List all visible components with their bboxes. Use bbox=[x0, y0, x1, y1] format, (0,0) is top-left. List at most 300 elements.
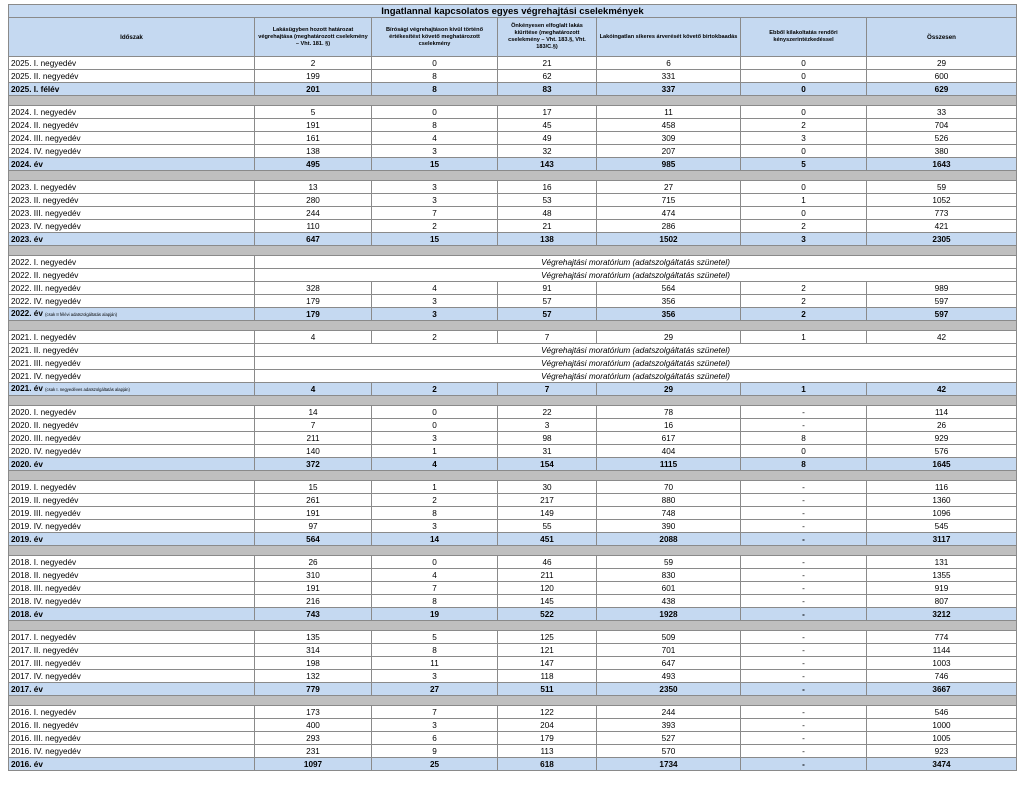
total-row bbox=[9, 158, 1017, 171]
housing-decision-value: 231 bbox=[255, 745, 372, 758]
moratorium-note: Végrehajtási moratórium (adatszolgáltatás szünetel) bbox=[255, 370, 1017, 383]
table-row bbox=[9, 556, 1017, 569]
total-value: 597 bbox=[867, 308, 1017, 321]
housing-decision-value: 743 bbox=[255, 608, 372, 621]
police-eviction-value: 3 bbox=[741, 233, 867, 246]
period-note: (csak II félévi adatszolgáltatás alapján) bbox=[45, 312, 118, 317]
squatted-eviction-value: 179 bbox=[498, 732, 597, 745]
period-label: 2017. I. negyedév bbox=[11, 632, 77, 642]
squatted-eviction-value: 7 bbox=[498, 383, 597, 396]
separator-row bbox=[9, 696, 1017, 706]
total-value: 3474 bbox=[867, 758, 1017, 771]
police-eviction-value: 2 bbox=[741, 295, 867, 308]
separator-row bbox=[9, 321, 1017, 331]
period-label: 2025. II. negyedév bbox=[11, 71, 79, 81]
out-of-court-sale-value: 2 bbox=[372, 220, 498, 233]
squatted-eviction-value: 113 bbox=[498, 745, 597, 758]
period-cell bbox=[9, 357, 255, 370]
period-cell bbox=[9, 295, 255, 308]
total-value: 42 bbox=[867, 383, 1017, 396]
period-note: (csak I. negyedéves adatszolgáltatás alapján) bbox=[45, 387, 130, 392]
total-value: 3212 bbox=[867, 608, 1017, 621]
housing-decision-value: 211 bbox=[255, 432, 372, 445]
squatted-eviction-value: 120 bbox=[498, 582, 597, 595]
out-of-court-sale-value: 27 bbox=[372, 683, 498, 696]
period-cell bbox=[9, 119, 255, 132]
out-of-court-sale-value: 3 bbox=[372, 194, 498, 207]
total-value: 1355 bbox=[867, 569, 1017, 582]
auction-possession-value: 570 bbox=[597, 745, 741, 758]
housing-decision-value: 5 bbox=[255, 106, 372, 119]
period-label: 2024. IV. negyedév bbox=[11, 146, 81, 156]
police-eviction-value: - bbox=[741, 732, 867, 745]
housing-decision-value: 280 bbox=[255, 194, 372, 207]
period-cell bbox=[9, 719, 255, 732]
period-label: 2023. I. negyedév bbox=[11, 182, 77, 192]
period-cell bbox=[9, 432, 255, 445]
housing-decision-value: 191 bbox=[255, 507, 372, 520]
separator-row bbox=[9, 546, 1017, 556]
period-label: 2019. év bbox=[11, 534, 43, 544]
out-of-court-sale-value: 1 bbox=[372, 481, 498, 494]
period-cell bbox=[9, 732, 255, 745]
period-cell bbox=[9, 481, 255, 494]
period-label: 2019. IV. negyedév bbox=[11, 521, 81, 531]
auction-possession-value: 2350 bbox=[597, 683, 741, 696]
housing-decision-value: 110 bbox=[255, 220, 372, 233]
police-eviction-value: - bbox=[741, 758, 867, 771]
out-of-court-sale-value: 14 bbox=[372, 533, 498, 546]
police-eviction-value: - bbox=[741, 719, 867, 732]
squatted-eviction-value: 147 bbox=[498, 657, 597, 670]
total-value: 1005 bbox=[867, 732, 1017, 745]
table-row bbox=[9, 207, 1017, 220]
total-value: 131 bbox=[867, 556, 1017, 569]
table-row bbox=[9, 745, 1017, 758]
period-label: 2020. II. negyedév bbox=[11, 420, 79, 430]
housing-decision-value: 97 bbox=[255, 520, 372, 533]
police-eviction-value: - bbox=[741, 631, 867, 644]
out-of-court-sale-value: 2 bbox=[372, 383, 498, 396]
police-eviction-value: - bbox=[741, 507, 867, 520]
housing-decision-value: 135 bbox=[255, 631, 372, 644]
total-value: 1052 bbox=[867, 194, 1017, 207]
total-value: 600 bbox=[867, 70, 1017, 83]
separator-cell bbox=[9, 696, 1017, 706]
out-of-court-sale-value: 4 bbox=[372, 282, 498, 295]
period-label: 2016. IV. negyedév bbox=[11, 746, 81, 756]
period-cell bbox=[9, 145, 255, 158]
auction-possession-value: 29 bbox=[597, 331, 741, 344]
auction-possession-value: 880 bbox=[597, 494, 741, 507]
period-cell bbox=[9, 70, 255, 83]
total-value: 3117 bbox=[867, 533, 1017, 546]
total-value: 116 bbox=[867, 481, 1017, 494]
period-label: 2020. IV. negyedév bbox=[11, 446, 81, 456]
police-eviction-value: 0 bbox=[741, 83, 867, 96]
auction-possession-value: 59 bbox=[597, 556, 741, 569]
police-eviction-value: - bbox=[741, 657, 867, 670]
period-cell bbox=[9, 132, 255, 145]
table-row bbox=[9, 520, 1017, 533]
out-of-court-sale-value: 0 bbox=[372, 57, 498, 70]
auction-possession-value: 356 bbox=[597, 295, 741, 308]
police-eviction-value: - bbox=[741, 406, 867, 419]
squatted-eviction-value: 46 bbox=[498, 556, 597, 569]
out-of-court-sale-value: 6 bbox=[372, 732, 498, 745]
period-cell bbox=[9, 608, 255, 621]
total-row bbox=[9, 458, 1017, 471]
table-row bbox=[9, 70, 1017, 83]
period-label: 2021. IV. negyedév bbox=[11, 371, 81, 381]
period-cell bbox=[9, 458, 255, 471]
total-value: 545 bbox=[867, 520, 1017, 533]
period-label: 2023. II. negyedév bbox=[11, 195, 79, 205]
period-label: 2024. II. negyedév bbox=[11, 120, 79, 130]
police-eviction-value: 2 bbox=[741, 308, 867, 321]
period-label: 2022. I. negyedév bbox=[11, 257, 77, 267]
period-cell bbox=[9, 556, 255, 569]
period-cell bbox=[9, 383, 255, 396]
table-row bbox=[9, 119, 1017, 132]
police-eviction-value: 8 bbox=[741, 458, 867, 471]
police-eviction-value: - bbox=[741, 520, 867, 533]
period-cell bbox=[9, 644, 255, 657]
auction-possession-value: 29 bbox=[597, 383, 741, 396]
period-cell bbox=[9, 657, 255, 670]
police-eviction-value: 2 bbox=[741, 282, 867, 295]
auction-possession-value: 1928 bbox=[597, 608, 741, 621]
out-of-court-sale-value: 2 bbox=[372, 494, 498, 507]
period-cell bbox=[9, 533, 255, 546]
out-of-court-sale-value: 8 bbox=[372, 70, 498, 83]
police-eviction-value: 3 bbox=[741, 132, 867, 145]
enforcement-table bbox=[8, 4, 1017, 771]
period-cell bbox=[9, 670, 255, 683]
out-of-court-sale-value: 3 bbox=[372, 432, 498, 445]
out-of-court-sale-value: 3 bbox=[372, 181, 498, 194]
out-of-court-sale-value: 2 bbox=[372, 331, 498, 344]
period-label: 2017. IV. negyedév bbox=[11, 671, 81, 681]
out-of-court-sale-value: 7 bbox=[372, 582, 498, 595]
housing-decision-value: 199 bbox=[255, 70, 372, 83]
out-of-court-sale-value: 15 bbox=[372, 158, 498, 171]
out-of-court-sale-value: 8 bbox=[372, 83, 498, 96]
period-cell bbox=[9, 595, 255, 608]
squatted-eviction-value: 211 bbox=[498, 569, 597, 582]
table-row bbox=[9, 106, 1017, 119]
auction-possession-value: 16 bbox=[597, 419, 741, 432]
total-value: 704 bbox=[867, 119, 1017, 132]
out-of-court-sale-value: 3 bbox=[372, 670, 498, 683]
period-cell bbox=[9, 507, 255, 520]
total-value: 1144 bbox=[867, 644, 1017, 657]
squatted-eviction-value: 118 bbox=[498, 670, 597, 683]
out-of-court-sale-value: 15 bbox=[372, 233, 498, 246]
squatted-eviction-value: 138 bbox=[498, 233, 597, 246]
period-cell bbox=[9, 194, 255, 207]
out-of-court-sale-value: 3 bbox=[372, 520, 498, 533]
squatted-eviction-value: 22 bbox=[498, 406, 597, 419]
period-label: 2020. év bbox=[11, 459, 43, 469]
separator-row bbox=[9, 621, 1017, 631]
period-cell bbox=[9, 308, 255, 321]
auction-possession-value: 748 bbox=[597, 507, 741, 520]
separator-cell bbox=[9, 471, 1017, 481]
police-eviction-value: 1 bbox=[741, 331, 867, 344]
table-row bbox=[9, 670, 1017, 683]
column-header-out-of-court-sale: Bírósági végrehajtáson kívül történő értékesítést követő meghatározott cselekmény bbox=[372, 18, 498, 57]
total-value: 526 bbox=[867, 132, 1017, 145]
squatted-eviction-value: 91 bbox=[498, 282, 597, 295]
housing-decision-value: 310 bbox=[255, 569, 372, 582]
police-eviction-value: - bbox=[741, 582, 867, 595]
separator-cell bbox=[9, 546, 1017, 556]
housing-decision-value: 564 bbox=[255, 533, 372, 546]
police-eviction-value: - bbox=[741, 595, 867, 608]
moratorium-row bbox=[9, 370, 1017, 383]
police-eviction-value: 0 bbox=[741, 181, 867, 194]
auction-possession-value: 393 bbox=[597, 719, 741, 732]
moratorium-row bbox=[9, 357, 1017, 370]
police-eviction-value: 8 bbox=[741, 432, 867, 445]
out-of-court-sale-value: 3 bbox=[372, 308, 498, 321]
total-value: 597 bbox=[867, 295, 1017, 308]
period-cell bbox=[9, 445, 255, 458]
police-eviction-value: - bbox=[741, 556, 867, 569]
housing-decision-value: 216 bbox=[255, 595, 372, 608]
total-value: 989 bbox=[867, 282, 1017, 295]
out-of-court-sale-value: 4 bbox=[372, 569, 498, 582]
table-title-row bbox=[9, 5, 1017, 18]
period-cell bbox=[9, 494, 255, 507]
out-of-court-sale-value: 8 bbox=[372, 507, 498, 520]
enforcement-statistics-sheet bbox=[8, 4, 1016, 771]
police-eviction-value: - bbox=[741, 683, 867, 696]
police-eviction-value: - bbox=[741, 494, 867, 507]
police-eviction-value: 0 bbox=[741, 207, 867, 220]
table-row bbox=[9, 631, 1017, 644]
squatted-eviction-value: 204 bbox=[498, 719, 597, 732]
total-row bbox=[9, 383, 1017, 396]
auction-possession-value: 6 bbox=[597, 57, 741, 70]
auction-possession-value: 11 bbox=[597, 106, 741, 119]
squatted-eviction-value: 32 bbox=[498, 145, 597, 158]
housing-decision-value: 191 bbox=[255, 119, 372, 132]
housing-decision-value: 179 bbox=[255, 308, 372, 321]
out-of-court-sale-value: 7 bbox=[372, 706, 498, 719]
out-of-court-sale-value: 0 bbox=[372, 406, 498, 419]
total-value: 923 bbox=[867, 745, 1017, 758]
housing-decision-value: 328 bbox=[255, 282, 372, 295]
police-eviction-value: - bbox=[741, 670, 867, 683]
total-value: 114 bbox=[867, 406, 1017, 419]
auction-possession-value: 207 bbox=[597, 145, 741, 158]
squatted-eviction-value: 145 bbox=[498, 595, 597, 608]
out-of-court-sale-value: 3 bbox=[372, 295, 498, 308]
period-label: 2016. III. negyedév bbox=[11, 733, 81, 743]
table-row bbox=[9, 419, 1017, 432]
housing-decision-value: 173 bbox=[255, 706, 372, 719]
table-row bbox=[9, 194, 1017, 207]
auction-possession-value: 509 bbox=[597, 631, 741, 644]
housing-decision-value: 244 bbox=[255, 207, 372, 220]
table-row bbox=[9, 406, 1017, 419]
housing-decision-value: 14 bbox=[255, 406, 372, 419]
housing-decision-value: 7 bbox=[255, 419, 372, 432]
squatted-eviction-value: 122 bbox=[498, 706, 597, 719]
table-row bbox=[9, 481, 1017, 494]
period-cell bbox=[9, 106, 255, 119]
total-value: 1003 bbox=[867, 657, 1017, 670]
total-value: 421 bbox=[867, 220, 1017, 233]
period-label: 2016. II. negyedév bbox=[11, 720, 79, 730]
police-eviction-value: 5 bbox=[741, 158, 867, 171]
auction-possession-value: 70 bbox=[597, 481, 741, 494]
total-value: 59 bbox=[867, 181, 1017, 194]
auction-possession-value: 286 bbox=[597, 220, 741, 233]
out-of-court-sale-value: 25 bbox=[372, 758, 498, 771]
housing-decision-value: 4 bbox=[255, 383, 372, 396]
total-value: 1360 bbox=[867, 494, 1017, 507]
table-row bbox=[9, 706, 1017, 719]
period-label: 2019. I. negyedév bbox=[11, 482, 77, 492]
total-value: 576 bbox=[867, 445, 1017, 458]
squatted-eviction-value: 21 bbox=[498, 57, 597, 70]
auction-possession-value: 1115 bbox=[597, 458, 741, 471]
squatted-eviction-value: 522 bbox=[498, 608, 597, 621]
housing-decision-value: 779 bbox=[255, 683, 372, 696]
period-label: 2021. III. negyedév bbox=[11, 358, 81, 368]
housing-decision-value: 2 bbox=[255, 57, 372, 70]
auction-possession-value: 458 bbox=[597, 119, 741, 132]
table-header-row bbox=[9, 18, 1017, 57]
police-eviction-value: 2 bbox=[741, 220, 867, 233]
police-eviction-value: - bbox=[741, 569, 867, 582]
housing-decision-value: 179 bbox=[255, 295, 372, 308]
separator-cell bbox=[9, 246, 1017, 256]
total-value: 26 bbox=[867, 419, 1017, 432]
table-title: Ingatlannal kapcsolatos egyes végrehajtási cselekmények bbox=[9, 5, 1017, 18]
police-eviction-value: - bbox=[741, 533, 867, 546]
period-label: 2021. I. negyedév bbox=[11, 332, 77, 342]
housing-decision-value: 191 bbox=[255, 582, 372, 595]
table-row bbox=[9, 57, 1017, 70]
table-row bbox=[9, 494, 1017, 507]
auction-possession-value: 830 bbox=[597, 569, 741, 582]
squatted-eviction-value: 31 bbox=[498, 445, 597, 458]
auction-possession-value: 404 bbox=[597, 445, 741, 458]
housing-decision-value: 400 bbox=[255, 719, 372, 732]
period-label: 2016. év bbox=[11, 759, 43, 769]
housing-decision-value: 161 bbox=[255, 132, 372, 145]
period-label: 2019. II. negyedév bbox=[11, 495, 79, 505]
period-label: 2022. év bbox=[11, 309, 43, 318]
period-label: 2022. IV. negyedév bbox=[11, 296, 81, 306]
auction-possession-value: 78 bbox=[597, 406, 741, 419]
housing-decision-value: 4 bbox=[255, 331, 372, 344]
separator-cell bbox=[9, 321, 1017, 331]
auction-possession-value: 438 bbox=[597, 595, 741, 608]
period-label: 2023. év bbox=[11, 234, 43, 244]
table-row bbox=[9, 595, 1017, 608]
separator-row bbox=[9, 396, 1017, 406]
period-cell bbox=[9, 220, 255, 233]
squatted-eviction-value: 17 bbox=[498, 106, 597, 119]
table-row bbox=[9, 145, 1017, 158]
period-cell bbox=[9, 181, 255, 194]
squatted-eviction-value: 143 bbox=[498, 158, 597, 171]
table-row bbox=[9, 582, 1017, 595]
auction-possession-value: 564 bbox=[597, 282, 741, 295]
squatted-eviction-value: 511 bbox=[498, 683, 597, 696]
squatted-eviction-value: 57 bbox=[498, 295, 597, 308]
out-of-court-sale-value: 4 bbox=[372, 458, 498, 471]
period-cell bbox=[9, 83, 255, 96]
table-row bbox=[9, 657, 1017, 670]
table-row bbox=[9, 220, 1017, 233]
table-row bbox=[9, 569, 1017, 582]
period-cell bbox=[9, 344, 255, 357]
squatted-eviction-value: 149 bbox=[498, 507, 597, 520]
housing-decision-value: 132 bbox=[255, 670, 372, 683]
period-label: 2016. I. negyedév bbox=[11, 707, 77, 717]
housing-decision-value: 140 bbox=[255, 445, 372, 458]
squatted-eviction-value: 618 bbox=[498, 758, 597, 771]
squatted-eviction-value: 451 bbox=[498, 533, 597, 546]
squatted-eviction-value: 7 bbox=[498, 331, 597, 344]
period-label: 2018. III. negyedév bbox=[11, 583, 81, 593]
period-label: 2020. III. negyedév bbox=[11, 433, 81, 443]
auction-possession-value: 617 bbox=[597, 432, 741, 445]
period-label: 2024. I. negyedév bbox=[11, 107, 77, 117]
squatted-eviction-value: 98 bbox=[498, 432, 597, 445]
squatted-eviction-value: 45 bbox=[498, 119, 597, 132]
total-value: 1645 bbox=[867, 458, 1017, 471]
auction-possession-value: 27 bbox=[597, 181, 741, 194]
total-value: 380 bbox=[867, 145, 1017, 158]
period-label: 2018. I. negyedév bbox=[11, 557, 77, 567]
period-cell bbox=[9, 520, 255, 533]
auction-possession-value: 244 bbox=[597, 706, 741, 719]
table-row bbox=[9, 507, 1017, 520]
column-header-period: Időszak bbox=[9, 18, 255, 57]
separator-row bbox=[9, 171, 1017, 181]
squatted-eviction-value: 16 bbox=[498, 181, 597, 194]
total-row bbox=[9, 233, 1017, 246]
table-row bbox=[9, 445, 1017, 458]
housing-decision-value: 293 bbox=[255, 732, 372, 745]
period-label: 2017. év bbox=[11, 684, 43, 694]
police-eviction-value: - bbox=[741, 608, 867, 621]
total-value: 1000 bbox=[867, 719, 1017, 732]
out-of-court-sale-value: 1 bbox=[372, 445, 498, 458]
period-cell bbox=[9, 207, 255, 220]
period-cell bbox=[9, 758, 255, 771]
period-cell bbox=[9, 419, 255, 432]
out-of-court-sale-value: 3 bbox=[372, 145, 498, 158]
housing-decision-value: 314 bbox=[255, 644, 372, 657]
squatted-eviction-value: 121 bbox=[498, 644, 597, 657]
period-cell bbox=[9, 631, 255, 644]
column-header-police-eviction: Ebből kilakoltatás rendőri kényszerintézkedéssel bbox=[741, 18, 867, 57]
period-label: 2017. III. negyedév bbox=[11, 658, 81, 668]
period-cell bbox=[9, 745, 255, 758]
period-label: 2022. II. negyedév bbox=[11, 270, 79, 280]
period-label: 2018. II. negyedév bbox=[11, 570, 79, 580]
period-cell bbox=[9, 706, 255, 719]
squatted-eviction-value: 125 bbox=[498, 631, 597, 644]
